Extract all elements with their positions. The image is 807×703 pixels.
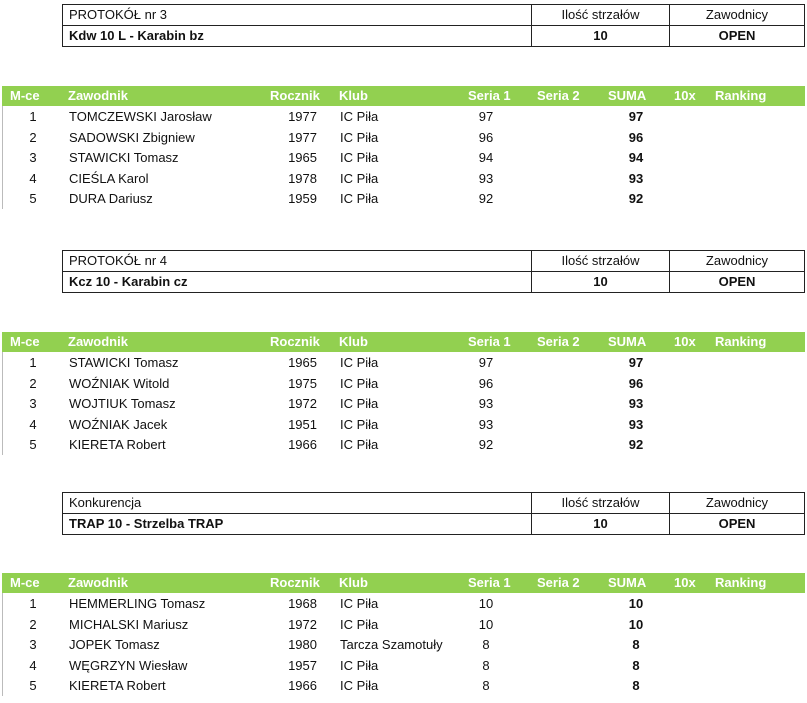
row-seria1: 10 xyxy=(478,596,494,611)
row-place: 2 xyxy=(29,375,37,391)
row-seria1: 97 xyxy=(478,109,494,124)
results-table-1 xyxy=(2,86,805,209)
table-row xyxy=(2,352,805,373)
shots-info-3 xyxy=(532,493,670,534)
table-row xyxy=(2,373,805,394)
row-suma: 8 xyxy=(632,678,640,693)
table-row xyxy=(2,675,805,696)
row-seria1: 93 xyxy=(478,416,494,432)
row-place: 5 xyxy=(29,437,37,452)
row-suma: 94 xyxy=(628,150,644,165)
header-klub: Klub xyxy=(339,88,368,103)
protocol-label: PROTOKÓŁ nr 3 xyxy=(63,5,531,26)
row-seria1: 96 xyxy=(478,375,494,391)
players-info-2 xyxy=(670,251,804,292)
row-seria1: 8 xyxy=(482,637,490,652)
row-year: 1972 xyxy=(288,396,317,411)
header-rocznik: Rocznik xyxy=(270,88,320,103)
header-mce: M-ce xyxy=(10,334,40,349)
row-suma: 97 xyxy=(628,109,644,124)
protocol-box-3 xyxy=(62,492,805,535)
row-club: Tarcza Szamotuły xyxy=(340,637,443,652)
row-year: 1957 xyxy=(288,657,317,673)
header-ranking: Ranking xyxy=(715,334,767,349)
row-year: 1959 xyxy=(288,191,317,206)
row-year: 1978 xyxy=(288,170,317,186)
row-club: IC Piła xyxy=(340,416,379,432)
row-club: IC Piła xyxy=(340,109,379,124)
header-zawodnik: Zawodnik xyxy=(68,88,128,103)
row-year: 1975 xyxy=(288,375,317,391)
header-suma: SUMA xyxy=(608,334,647,349)
header-rocznik: Rocznik xyxy=(270,575,320,590)
row-name: WOŹNIAK Witold xyxy=(69,375,170,391)
row-place: 2 xyxy=(29,129,37,145)
header-seria2: Seria 2 xyxy=(537,88,580,103)
row-suma: 10 xyxy=(628,596,644,611)
table-row xyxy=(2,168,805,189)
protocol-info-2 xyxy=(63,251,532,292)
row-seria1: 92 xyxy=(478,191,494,206)
row-year: 1980 xyxy=(288,637,317,652)
header-zawodnik: Zawodnik xyxy=(68,575,128,590)
players-value: OPEN xyxy=(718,28,756,43)
table-row xyxy=(2,393,805,414)
row-seria1: 96 xyxy=(478,129,494,145)
header-suma: SUMA xyxy=(608,575,647,590)
row-seria1: 8 xyxy=(482,657,490,673)
table-row xyxy=(2,414,805,435)
row-name: STAWICKI Tomasz xyxy=(69,355,179,370)
row-name: JOPEK Tomasz xyxy=(69,637,160,652)
row-year: 1965 xyxy=(288,150,317,165)
players-value: OPEN xyxy=(718,516,756,531)
table-header xyxy=(2,86,805,106)
row-place: 2 xyxy=(29,616,37,632)
row-name: KIERETA Robert xyxy=(69,678,166,693)
row-seria1: 10 xyxy=(478,616,494,632)
row-club: IC Piła xyxy=(340,150,379,165)
shots-info-1 xyxy=(532,5,670,46)
row-suma: 92 xyxy=(628,191,644,206)
header-seria2: Seria 2 xyxy=(537,334,580,349)
table-row xyxy=(2,634,805,655)
row-club: IC Piła xyxy=(340,355,379,370)
row-club: IC Piła xyxy=(340,596,379,611)
row-name: WĘGRZYN Wiesław xyxy=(69,657,188,673)
row-year: 1966 xyxy=(288,437,317,452)
protocol-box-2 xyxy=(62,250,805,293)
row-club: IC Piła xyxy=(340,657,379,673)
header-seria2: Seria 2 xyxy=(537,575,580,590)
protocol-label: Konkurencja xyxy=(63,493,531,514)
header-klub: Klub xyxy=(339,334,368,349)
row-club: IC Piła xyxy=(340,129,379,145)
header-mce: M-ce xyxy=(10,575,40,590)
row-club: IC Piła xyxy=(340,678,379,693)
row-suma: 97 xyxy=(628,355,644,370)
row-suma: 96 xyxy=(628,375,644,391)
row-club: IC Piła xyxy=(340,616,379,632)
header-rocznik: Rocznik xyxy=(270,334,320,349)
row-club: IC Piła xyxy=(340,191,379,206)
row-name: TOMCZEWSKI Jarosław xyxy=(69,109,212,124)
competition-name: Kcz 10 - Karabin cz xyxy=(69,274,188,289)
row-suma: 93 xyxy=(628,416,644,432)
shots-label: Ilość strzałów xyxy=(532,5,669,26)
row-seria1: 8 xyxy=(482,678,490,693)
table-header xyxy=(2,573,805,593)
row-name: DURA Dariusz xyxy=(69,191,153,206)
row-year: 1968 xyxy=(288,596,317,611)
competition-name: TRAP 10 - Strzelba TRAP xyxy=(69,516,224,531)
header-10x: 10x xyxy=(674,88,696,103)
header-10x: 10x xyxy=(674,334,696,349)
table-header xyxy=(2,332,805,352)
header-suma: SUMA xyxy=(608,88,647,103)
row-place: 3 xyxy=(29,150,37,165)
table-row xyxy=(2,655,805,676)
players-label: Zawodnicy xyxy=(670,493,804,514)
header-10x: 10x xyxy=(674,575,696,590)
header-seria1: Seria 1 xyxy=(468,334,511,349)
players-info-1 xyxy=(670,5,804,46)
shots-info-2 xyxy=(532,251,670,292)
protocol-box-1 xyxy=(62,4,805,47)
row-suma: 93 xyxy=(628,170,644,186)
row-suma: 8 xyxy=(632,657,640,673)
table-row xyxy=(2,593,805,614)
row-name: KIERETA Robert xyxy=(69,437,166,452)
header-klub: Klub xyxy=(339,575,368,590)
row-place: 3 xyxy=(29,637,37,652)
row-suma: 10 xyxy=(628,616,644,632)
row-seria1: 92 xyxy=(478,437,494,452)
competition-name: Kdw 10 L - Karabin bz xyxy=(69,28,204,43)
row-place: 4 xyxy=(29,657,37,673)
row-year: 1977 xyxy=(288,129,317,145)
players-label: Zawodnicy xyxy=(670,251,804,272)
row-club: IC Piła xyxy=(340,375,379,391)
row-club: IC Piła xyxy=(340,437,379,452)
table-row xyxy=(2,147,805,168)
row-year: 1972 xyxy=(288,616,317,632)
row-place: 1 xyxy=(29,596,37,611)
row-suma: 96 xyxy=(628,129,644,145)
row-name: SADOWSKI Zbigniew xyxy=(69,129,195,145)
shots-label: Ilość strzałów xyxy=(532,251,669,272)
row-place: 4 xyxy=(29,170,37,186)
row-place: 4 xyxy=(29,416,37,432)
row-seria1: 94 xyxy=(478,150,494,165)
header-ranking: Ranking xyxy=(715,575,767,590)
row-year: 1951 xyxy=(288,416,317,432)
shots-value: 10 xyxy=(593,516,608,531)
row-suma: 92 xyxy=(628,437,644,452)
row-year: 1977 xyxy=(288,109,317,124)
row-name: WOJTIUK Tomasz xyxy=(69,396,176,411)
table-row xyxy=(2,188,805,209)
players-label: Zawodnicy xyxy=(670,5,804,26)
row-seria1: 93 xyxy=(478,396,494,411)
players-value: OPEN xyxy=(718,274,756,289)
protocol-info-1 xyxy=(63,5,532,46)
row-year: 1966 xyxy=(288,678,317,693)
protocol-info-3 xyxy=(63,493,532,534)
shots-value: 10 xyxy=(593,274,608,289)
row-suma: 8 xyxy=(632,637,640,652)
row-name: HEMMERLING Tomasz xyxy=(69,596,206,611)
row-name: MICHALSKI Mariusz xyxy=(69,616,189,632)
table-row xyxy=(2,106,805,127)
row-name: WOŹNIAK Jacek xyxy=(69,416,168,432)
results-table-3 xyxy=(2,573,805,696)
shots-value: 10 xyxy=(593,28,608,43)
row-place: 5 xyxy=(29,191,37,206)
players-info-3 xyxy=(670,493,804,534)
row-club: IC Piła xyxy=(340,396,379,411)
row-place: 5 xyxy=(29,678,37,693)
row-club: IC Piła xyxy=(340,170,379,186)
table-row xyxy=(2,127,805,148)
results-table-2 xyxy=(2,332,805,455)
row-year: 1965 xyxy=(288,355,317,370)
row-place: 3 xyxy=(29,396,37,411)
row-seria1: 93 xyxy=(478,170,494,186)
header-zawodnik: Zawodnik xyxy=(68,334,128,349)
row-name: STAWICKI Tomasz xyxy=(69,150,179,165)
header-ranking: Ranking xyxy=(715,88,767,103)
row-seria1: 97 xyxy=(478,355,494,370)
shots-label: Ilość strzałów xyxy=(532,493,669,514)
header-mce: M-ce xyxy=(10,88,40,103)
header-seria1: Seria 1 xyxy=(468,575,511,590)
row-place: 1 xyxy=(29,355,37,370)
row-name: CIEŚLA Karol xyxy=(69,170,149,186)
row-place: 1 xyxy=(29,109,37,124)
table-row xyxy=(2,614,805,635)
row-suma: 93 xyxy=(628,396,644,411)
table-row xyxy=(2,434,805,455)
header-seria1: Seria 1 xyxy=(468,88,511,103)
protocol-label: PROTOKÓŁ nr 4 xyxy=(63,251,531,272)
